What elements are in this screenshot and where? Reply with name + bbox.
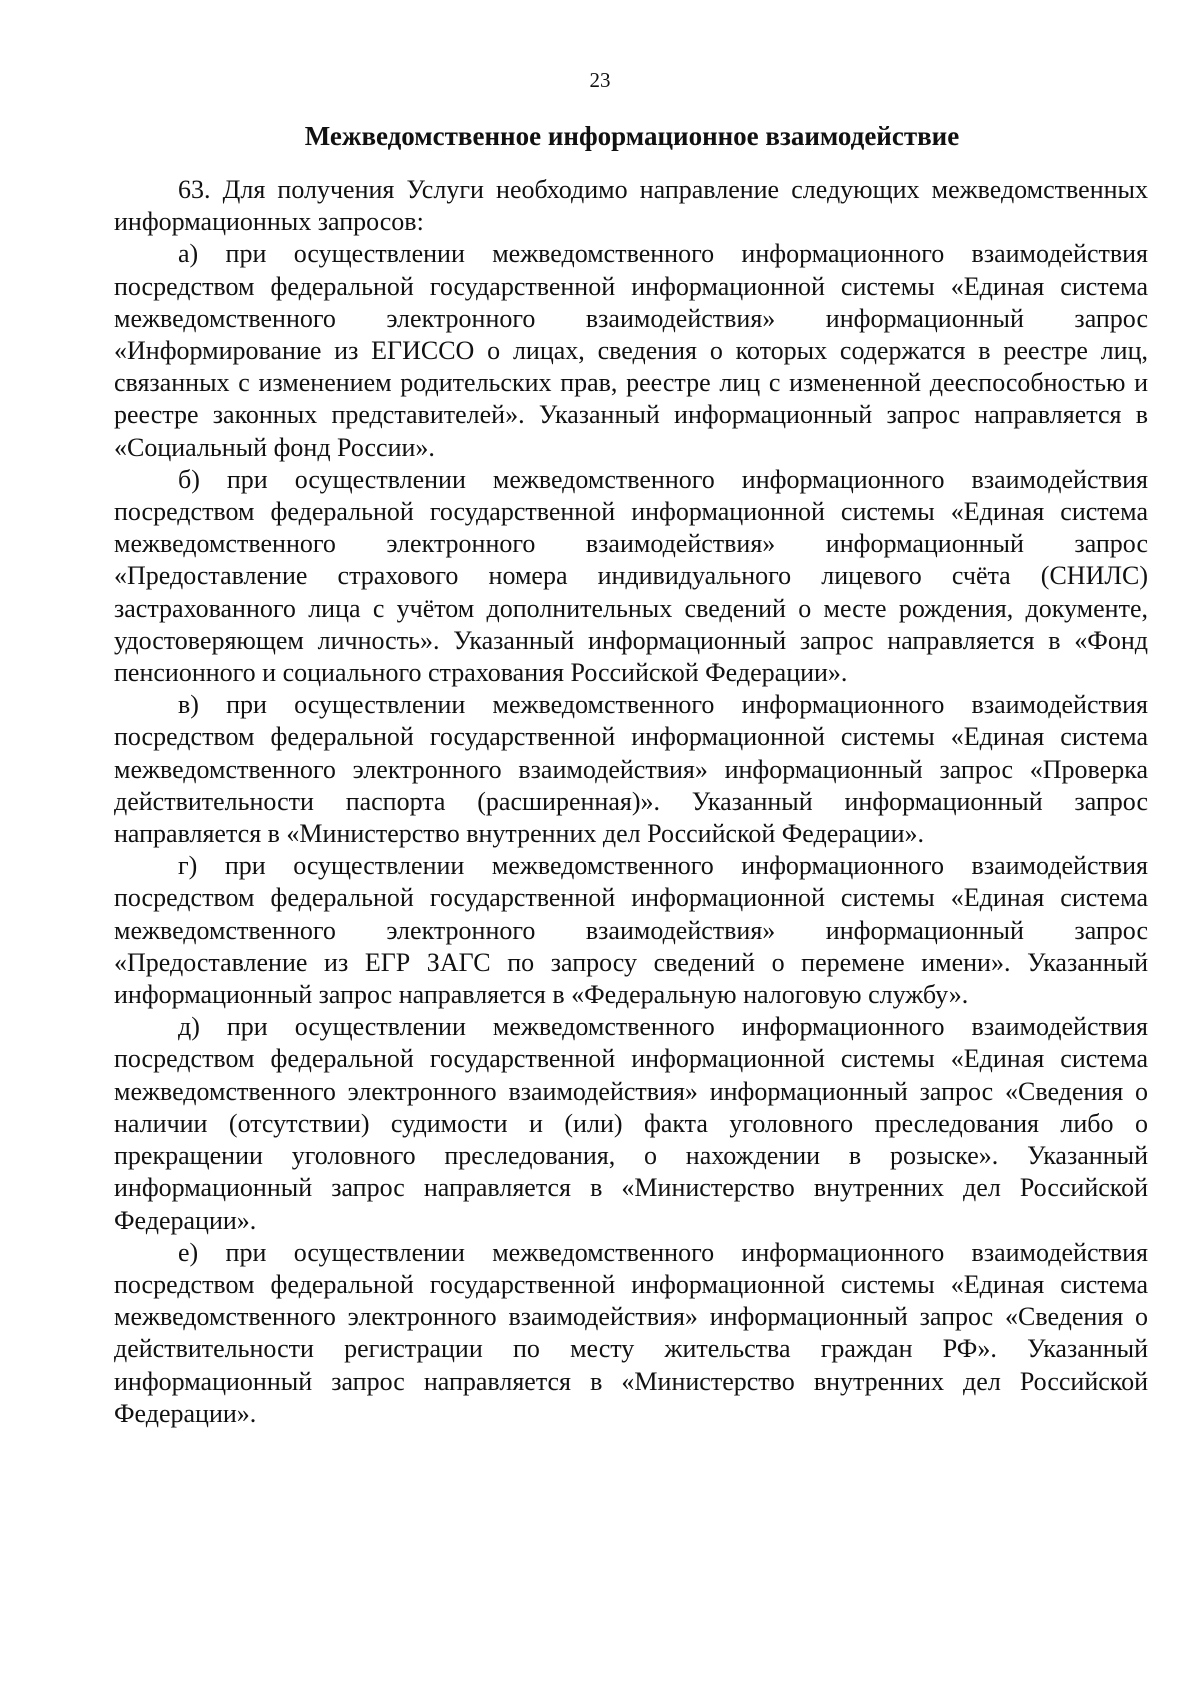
page-number: 23 [589,68,611,92]
list-item-b: б) при осуществлении межведомственного информационного взаимодействия посредством федеральной государственной информационной системы «Единая система межведомственного электронного взаимодействия» информационный запрос «Предоставление страхового номера индивидуального лицевого счёта (СНИЛС) застрахованного лица с учётом дополнительных сведений о месте рождения, документе, удостоверяющем личность». Указанный информационный запрос направляется в «Фонд пенсионного и социального страхования Российской Федерации». [114,464,1148,688]
list-item-d: д) при осуществлении межведомственного информационного взаимодействия посредством федеральной государственной информационной системы «Единая система межведомственного электронного взаимодействия» информационный запрос «Сведения о наличии (отсутствии) судимости и (или) факта уголовного преследования либо о прекращении уголовного преследования, о нахождении в розыске». Указанный информационный запрос направляется в «Министерство внутренних дел Российской Федерации». [114,1012,1148,1235]
intro-paragraph: 63. Для получения Услуги необходимо направление следующих межведомственных информационных запросов: [114,175,1148,237]
section-heading: Межведомственное информационное взаимодействие [304,121,960,151]
list-item-v: в) при осуществлении межведомственного информационного взаимодействия посредством федеральной государственной информационной системы «Единая система межведомственного электронного взаимодействия» информационный запрос «Проверка действительности паспорта (расширенная)». Указанный информационный запрос направляется в «Министерство внутренних дел Российской Федерации». [114,690,1148,849]
list-item-g: г) при осуществлении межведомственного информационного взаимодействия посредством федеральной государственной информационной системы «Единая система межведомственного электронного взаимодействия» информационный запрос «Предоставление из ЕГР ЗАГС по запросу сведений о перемене имени». Указанный информационный запрос направляется в «Федеральную налоговую службу». [114,851,1148,1010]
list-item-e: е) при осуществлении межведомственного информационного взаимодействия посредством федеральной государственной информационной системы «Единая система межведомственного электронного взаимодействия» информационный запрос «Сведения о действительности регистрации по месту жительства граждан РФ». Указанный информационный запрос направляется в «Министерство внутренних дел Российской Федерации». [114,1237,1148,1428]
list-item-a: а) при осуществлении межведомственного информационного взаимодействия посредством федеральной государственной информационной системы «Единая система межведомственного электронного взаимодействия» информационный запрос «Информирование из ЕГИССО о лицах, сведения о которых содержатся в реестре лиц, связанных с изменением родительских прав, реестре лиц с измененной дееспособностью и реестре законных представителей». Указанный информационный запрос направляется в «Социальный фонд России». [114,239,1148,462]
document-body [114,174,1148,1430]
